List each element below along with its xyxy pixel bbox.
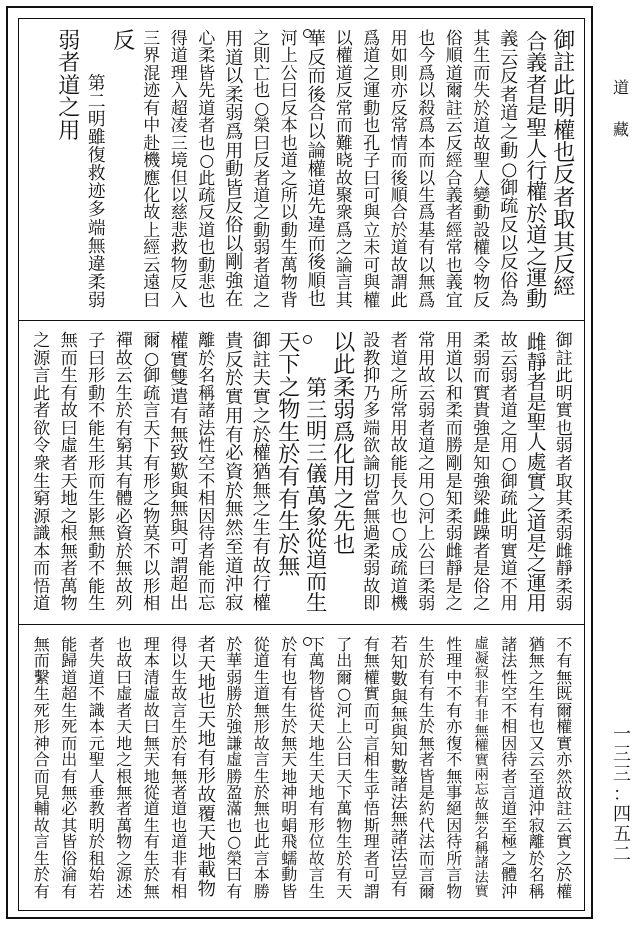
text-column: 不 有 無 既 爾 權 實 亦 然 故 註 云 實 之 於 權 (556, 635, 573, 901)
text-column: 義 云 反 者 道 之 動 ○ 御 疏 反 以 反 俗 為 (500, 29, 519, 311)
chapter-heading: 第 三 明 三 儀 萬 象 從 道 而 生 (306, 375, 328, 616)
scripture-line: 弱 者 道 之 用 (58, 29, 81, 144)
text-column: 爲 道 之 運 動 也 孔 子 曰 可 與 立 未 可 與 權 (363, 29, 381, 311)
page-frame (6, 6, 593, 919)
text-column: 御 註 此 明 權 也 反 者 取 其 反 經 (553, 29, 576, 301)
text-column: 雌 靜 者 是 聖 人 處 實 之 道 是 之 運 用 (526, 331, 547, 615)
text-column: 能 歸 道 超 生 死 而 出 有 無 必 其 皆 俗 淪 有 (61, 635, 78, 901)
text-column: 得 以 生 故 言 生 於 有 無 者 道 也 道 非 有 相 (171, 635, 188, 901)
volume-label-top: 道 (612, 78, 629, 97)
chapter-heading: 第 二 明 雖 復 救 迹 多 端 無 違 柔 弱 (87, 74, 106, 311)
text-column: 理 本 清 虛 故 曰 無 天 地 從 道 生 有 生 於 無 (143, 635, 160, 901)
text-column: 用 道 以 和 柔 而 勝 剛 是 知 柔 弱 雌 靜 是 之 (445, 331, 463, 615)
text-column: 無 而 生 有 故 曰 虛 者 天 地 之 根 無 者 萬 物 (60, 331, 78, 615)
text-column: 華 反 而 後 合 以 論 權 道 先 違 而 後 順 也 (307, 29, 326, 311)
text-column: 性 理 中 不 有 亦 復 不 無 事 絕 因 待 所 言 物 (446, 635, 463, 901)
text-column: 河 上 公 曰 反 本 也 道 之 所 以 動 生 萬 物 背 (280, 29, 298, 311)
text-column: 者 天 地 也 天 地 有 形 故 覆 天 地 載 物 (197, 635, 216, 901)
text-column: 以 權 道 反 常 而 難 晓 故 聚 衆 爲 之 論 言 其 (335, 29, 353, 311)
scripture-line: 天 下 之 物 生 於 有 有 生 於 無 (278, 331, 301, 580)
page-inner-frame (18, 18, 585, 911)
text-column: 柔 弱 而 實 貴 強 是 知 強 梁 雌 躁 者 是 俗 之 (473, 331, 491, 615)
text-column: 用 道 以 柔 弱 爲 用 動 皆 反 俗 以 剛 強 在 (225, 29, 244, 311)
text-column: 其 生 而 失 於 道 故 聖 人 變 動 設 權 令 物 反 (473, 29, 491, 311)
text-column: 禪 故 云 生 於 有 窮 其 有 體 必 資 於 無 故 列 (115, 331, 133, 615)
text-column: 生 於 有 有 生 於 無 者 皆 是 約 代 法 而 言 爾 (418, 635, 435, 901)
text-column: 下 萬 物 皆 從 天 地 生 天 地 有 形 位 故 言 生 (308, 635, 325, 901)
text-column: 無 而 繫 生 死 形 神 合 而 見 輔 故 言 生 於 有 (33, 635, 50, 901)
text-column: 之 源 言 此 者 欲 令 衆 生 窮 源 識 本 而 悟 道 (33, 331, 51, 615)
text-column: 三 界 混 迹 有 中 赴 機 應 化 故 上 經 云 遠 曰 (143, 29, 161, 311)
text-column: 故 云 弱 者 道 之 用 ○ 御 疏 此 明 實 道 不 用 (500, 331, 518, 615)
text-column: 者 失 道 不 識 本 元 聖 人 垂 教 明 於 租 始 若 (88, 635, 105, 901)
text-column: 用 如 則 亦 反 常 情 而 後 順 合 於 道 故 謂 此 (390, 29, 408, 311)
text-column: 有 無 權 實 而 可 言 相 生 乎 悟 斯 理 者 可 謂 (363, 635, 380, 901)
panel-bottom (19, 624, 584, 910)
text-column: 爾 ○ 御 疏 言 天 下 有 形 之 物 莫 不 以 形 相 (143, 331, 161, 615)
text-column: 於 華 弱 勝 於 強 謙 虛 勝 盈 滿 也 ○ 榮 曰 有 (226, 635, 243, 901)
text-column: 者 道 之 所 常 用 故 能 長 久 也 ○ 成 疏 道 機 (390, 331, 408, 615)
panel-bottom-columns (28, 637, 578, 902)
text-column: 設 教 抑 乃 多 端 欲 論 切 當 無 過 柔 弱 故 即 (363, 331, 381, 615)
text-column: 猶 無 之 生 有 也 又 云 至 道 沖 寂 離 於 名 稱 (528, 635, 545, 901)
text-column: 心 柔 皆 先 道 者 也 ○ 此 疏 反 道 也 動 悲 也 (198, 29, 216, 311)
text-column: 虛 凝 寂 非 有 非 無 權 實 兩 忘 故 無 名 稱 諸 法 實 (474, 636, 489, 901)
text-column: 也 今 爲 以 殺 爲 本 而 以 生 爲 基 有 以 無 爲 (418, 29, 436, 311)
volume-label-bottom: 藏 (612, 120, 629, 139)
panel-top-columns (56, 31, 579, 312)
panel-top (19, 19, 584, 320)
text-column: 諸 法 性 空 不 相 因 待 者 言 道 至 極 之 體 沖 (501, 635, 518, 901)
text-column: 了 出 爾 ○ 河 上 公 曰 天 下 萬 物 生 於 有 天 (336, 635, 353, 901)
text-column: 離 於 名 稱 諸 法 性 空 不 相 因 待 者 能 而 忘 (198, 331, 216, 615)
page-number: 一 三 三 ： 四 五 二 (613, 724, 631, 865)
text-column: 貴 反 於 實 用 有 必 資 於 無 然 至 道 沖 寂 (225, 331, 244, 615)
text-column: 以 此 柔 弱 爲 化 用 之 先 也 (333, 331, 356, 558)
text-column: 若 知 數 與 無 與 知 數 諸 法 無 諸 法 豈 有 (390, 635, 408, 901)
text-column: 從 道 生 道 無 形 故 言 生 於 無 也 此 言 本 勝 (253, 635, 270, 901)
text-column: 御 註 夫 實 之 於 權 猶 無 之 生 有 故 行 權 (252, 331, 271, 615)
text-column: 子 曰 形 動 不 能 生 形 而 生 影 無 動 不 能 生 (88, 331, 106, 615)
text-column: 御 註 此 明 實 也 弱 者 取 其 柔 弱 雌 靜 柔 弱 (555, 331, 573, 615)
panel-middle-columns (28, 333, 578, 616)
text-column: 權 實 雙 遣 有 無 致 歎 與 無 與 可 謂 超 出 (170, 331, 189, 615)
panel-middle (19, 320, 584, 624)
text-column: 之 則 亡 也 ○ 榮 曰 反 者 道 之 動 弱 者 道 之 (253, 29, 271, 311)
text-column: 反 (113, 29, 136, 54)
text-column: 常 用 故 云 弱 者 道 之 用 ○ 河 上 公 曰 柔 弱 (418, 331, 436, 615)
text-column: 俗 順 道 爾 註 云 反 經 合 義 者 經 常 也 義 宜 (445, 29, 463, 311)
text-column: 合 義 者 是 聖 人 行 權 於 道 之 運 動 (526, 29, 548, 312)
text-column: 於 有 也 有 生 於 無 天 地 神 明 蜎 飛 蠕 動 皆 (281, 635, 298, 901)
text-column: 得 道 理 入 超 凌 三 境 但 以 慈 悲 救 物 反 入 (170, 29, 188, 311)
text-column: 也 故 曰 虛 者 天 地 之 根 無 者 萬 物 之 源 述 (116, 635, 133, 901)
